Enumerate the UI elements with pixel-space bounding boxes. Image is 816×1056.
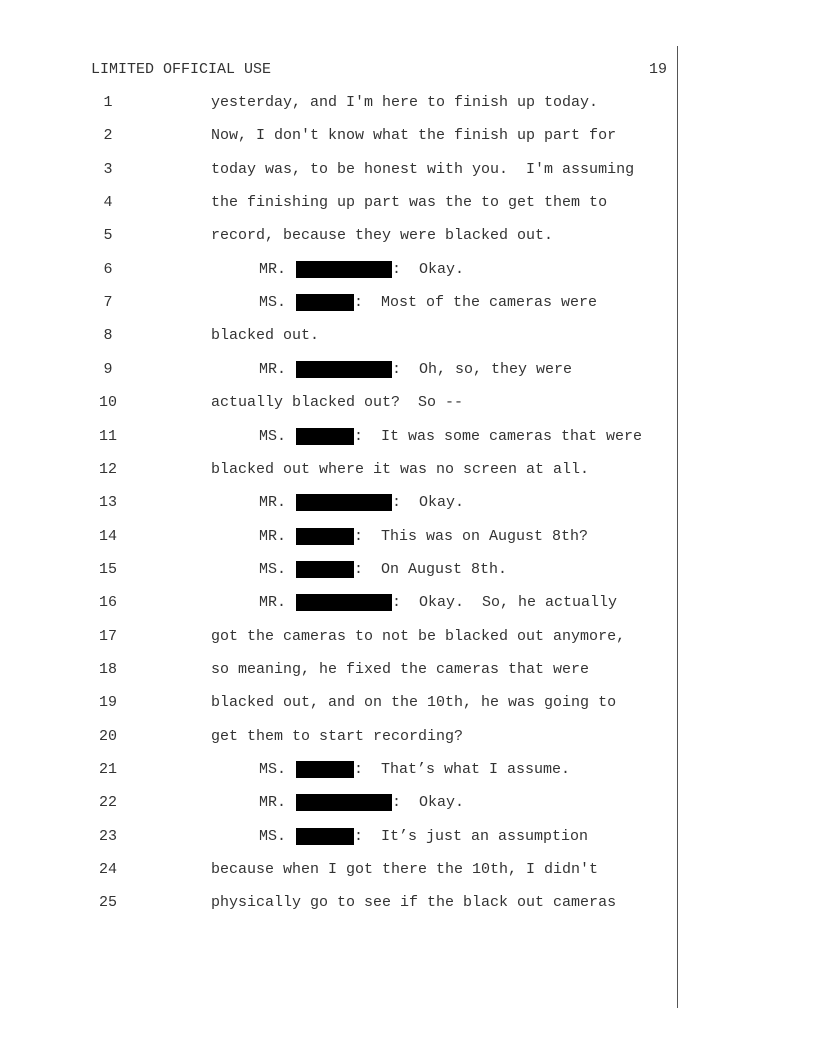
line-number: 7: [103, 294, 113, 312]
line-text: get them to start recording?: [211, 727, 464, 745]
speaker-title: MR.: [259, 260, 287, 278]
line-number: 2: [103, 127, 113, 145]
redaction-box: [296, 761, 354, 778]
speaker-line: [259, 794, 464, 811]
speaker-text: : It’s just an assumption: [354, 827, 589, 845]
speaker-line: [259, 761, 570, 778]
speaker-title: MS.: [259, 827, 287, 845]
line-number: 17: [98, 627, 117, 645]
speaker-line: [259, 494, 464, 511]
line-number: 25: [98, 894, 117, 912]
speaker-text: : Okay. So, he actually: [392, 594, 618, 612]
redaction-box: [296, 561, 354, 578]
line-number: 1: [103, 94, 113, 111]
right-margin-rule: [677, 46, 678, 1008]
line-number: 3: [103, 160, 113, 178]
line-number: 8: [103, 327, 113, 345]
line-number: 4: [103, 194, 113, 212]
speaker-title: MS.: [259, 560, 287, 578]
line-number: 10: [98, 394, 117, 412]
speaker-text: : On August 8th.: [354, 560, 508, 578]
line-text: because when I got there the 10th, I didn't: [211, 861, 599, 879]
speaker-text: : Okay.: [392, 494, 465, 512]
line-number: 21: [98, 761, 117, 778]
speaker-title: MR.: [259, 494, 287, 512]
classification-header: LIMITED OFFICIAL USE: [91, 61, 272, 78]
line-number: 18: [98, 660, 117, 678]
speaker-title: MS.: [259, 761, 287, 778]
speaker-title: MR.: [259, 527, 287, 545]
redaction-box: [296, 828, 354, 845]
line-number: 23: [98, 827, 117, 845]
line-number: 5: [103, 227, 113, 245]
line-text: record, because they were blacked out.: [211, 227, 554, 245]
line-number: 6: [103, 260, 113, 278]
speaker-text: : That’s what I assume.: [354, 761, 571, 778]
speaker-title: MR.: [259, 594, 287, 612]
line-text: blacked out where it was no screen at all.: [211, 460, 590, 478]
line-text: actually blacked out? So --: [211, 394, 464, 412]
speaker-text: : Okay.: [392, 794, 465, 812]
speaker-line: [259, 361, 572, 378]
line-number: 11: [98, 427, 117, 445]
speaker-text: : This was on August 8th?: [354, 527, 589, 545]
speaker-text: : Okay.: [392, 260, 465, 278]
speaker-title: MS.: [259, 294, 287, 312]
speaker-title: MS.: [259, 427, 287, 445]
line-number: 24: [98, 861, 117, 879]
line-number: 12: [98, 460, 117, 478]
redaction-box: [296, 261, 392, 278]
line-text: the finishing up part was the to get them to: [211, 194, 608, 212]
speaker-line: [259, 561, 507, 578]
line-text: physically go to see if the black out cameras: [211, 894, 617, 912]
speaker-title: MR.: [259, 360, 287, 378]
speaker-text: : Most of the cameras were: [354, 294, 598, 312]
speaker-title: MR.: [259, 794, 287, 812]
line-text: yesterday, and I'm here to finish up today.: [211, 94, 599, 111]
line-text: blacked out.: [211, 327, 320, 345]
redaction-box: [296, 294, 354, 311]
line-text: got the cameras to not be blacked out anymore,: [211, 627, 626, 645]
line-number: 9: [103, 360, 113, 378]
line-number: 16: [98, 594, 117, 612]
speaker-text: : It was some cameras that were: [354, 427, 643, 445]
speaker-line: [259, 294, 597, 311]
page-number: 19: [649, 61, 668, 78]
redaction-box: [296, 428, 354, 445]
speaker-text: : Oh, so, they were: [392, 360, 573, 378]
line-text: today was, to be honest with you. I'm assuming: [211, 160, 635, 178]
line-number: 22: [98, 794, 117, 812]
redaction-box: [296, 528, 354, 545]
speaker-line: [259, 594, 617, 611]
line-number: 20: [98, 727, 117, 745]
speaker-line: [259, 261, 464, 278]
speaker-line: [259, 428, 642, 445]
line-text: blacked out, and on the 10th, he was going to: [211, 694, 617, 712]
redaction-box: [296, 494, 392, 511]
redaction-box: [296, 361, 392, 378]
line-text: so meaning, he fixed the cameras that were: [211, 660, 590, 678]
redaction-box: [296, 594, 392, 611]
line-number: 19: [98, 694, 117, 712]
redaction-box: [296, 794, 392, 811]
speaker-line: [259, 528, 588, 545]
line-number: 13: [98, 494, 117, 512]
line-text: Now, I don't know what the finish up part for: [211, 127, 617, 145]
line-number: 15: [98, 560, 117, 578]
line-number: 14: [98, 527, 117, 545]
speaker-line: [259, 828, 588, 845]
